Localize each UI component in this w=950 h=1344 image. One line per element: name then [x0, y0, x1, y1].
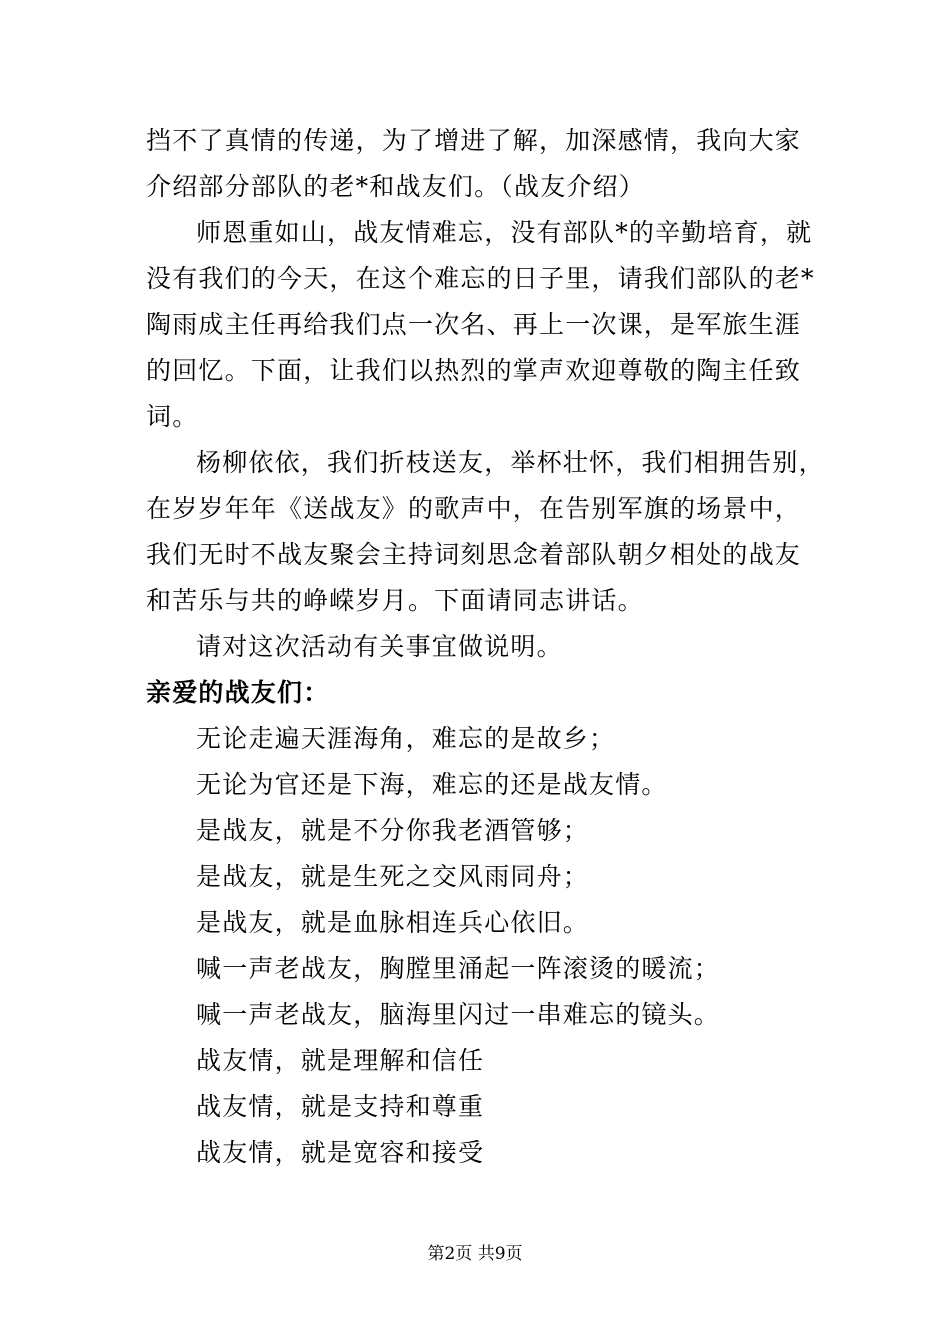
poem-line: 无论为官还是下海，难忘的还是战友情。: [196, 770, 668, 799]
page-number-footer: 第2页 共9页: [427, 1244, 523, 1264]
text-line: 介绍部分部队的老*和战友们。（战友介绍）: [146, 172, 646, 201]
poem-line: 喊一声老战友，胸膛里涌起一阵滚烫的暖流；: [196, 954, 721, 983]
greeting-heading: 亲爱的战友们：: [146, 678, 330, 707]
poem-line: 喊一声老战友，脑海里闪过一串难忘的镜头。: [196, 1000, 721, 1029]
poem-line: 战友情，就是支持和尊重: [196, 1092, 485, 1121]
poem-line: 战友情，就是理解和信任: [196, 1046, 485, 1075]
text-line: 没有我们的今天，在这个难忘的日子里，请我们部队的老*: [146, 264, 815, 293]
text-line: 请对这次活动有关事宜做说明。: [196, 632, 563, 661]
text-line: 陶雨成主任再给我们点一次名、再上一次课，是军旅生涯: [146, 310, 802, 339]
text-line: 杨柳依依，我们折枝送友，举杯壮怀，我们相拥告别，: [196, 448, 825, 477]
text-line: 和苦乐与共的峥嵘岁月。下面请同志讲话。: [146, 586, 644, 615]
poem-line: 无论走遍天涯海角，难忘的是故乡；: [196, 724, 616, 753]
text-line: 挡不了真情的传递，为了增进了解，加深感情，我向大家: [146, 126, 802, 155]
text-line: 词。: [146, 402, 199, 431]
poem-line: 战友情，就是宽容和接受: [196, 1138, 485, 1167]
text-line: 我们无时不战友聚会主持词刻思念着部队朝夕相处的战友: [146, 540, 802, 569]
text-line: 在岁岁年年《送战友》的歌声中，在告别军旗的场景中，: [146, 494, 802, 523]
text-line: 师恩重如山，战友情难忘，没有部队*的辛勤培育，就: [196, 218, 813, 247]
text-line: 的回忆。下面，让我们以热烈的掌声欢迎尊敬的陶主任致: [146, 356, 802, 385]
poem-line: 是战友，就是生死之交风雨同舟；: [196, 862, 590, 891]
poem-line: 是战友，就是血脉相连兵心依旧。: [196, 908, 590, 937]
poem-line: 是战友，就是不分你我老酒管够；: [196, 816, 590, 845]
